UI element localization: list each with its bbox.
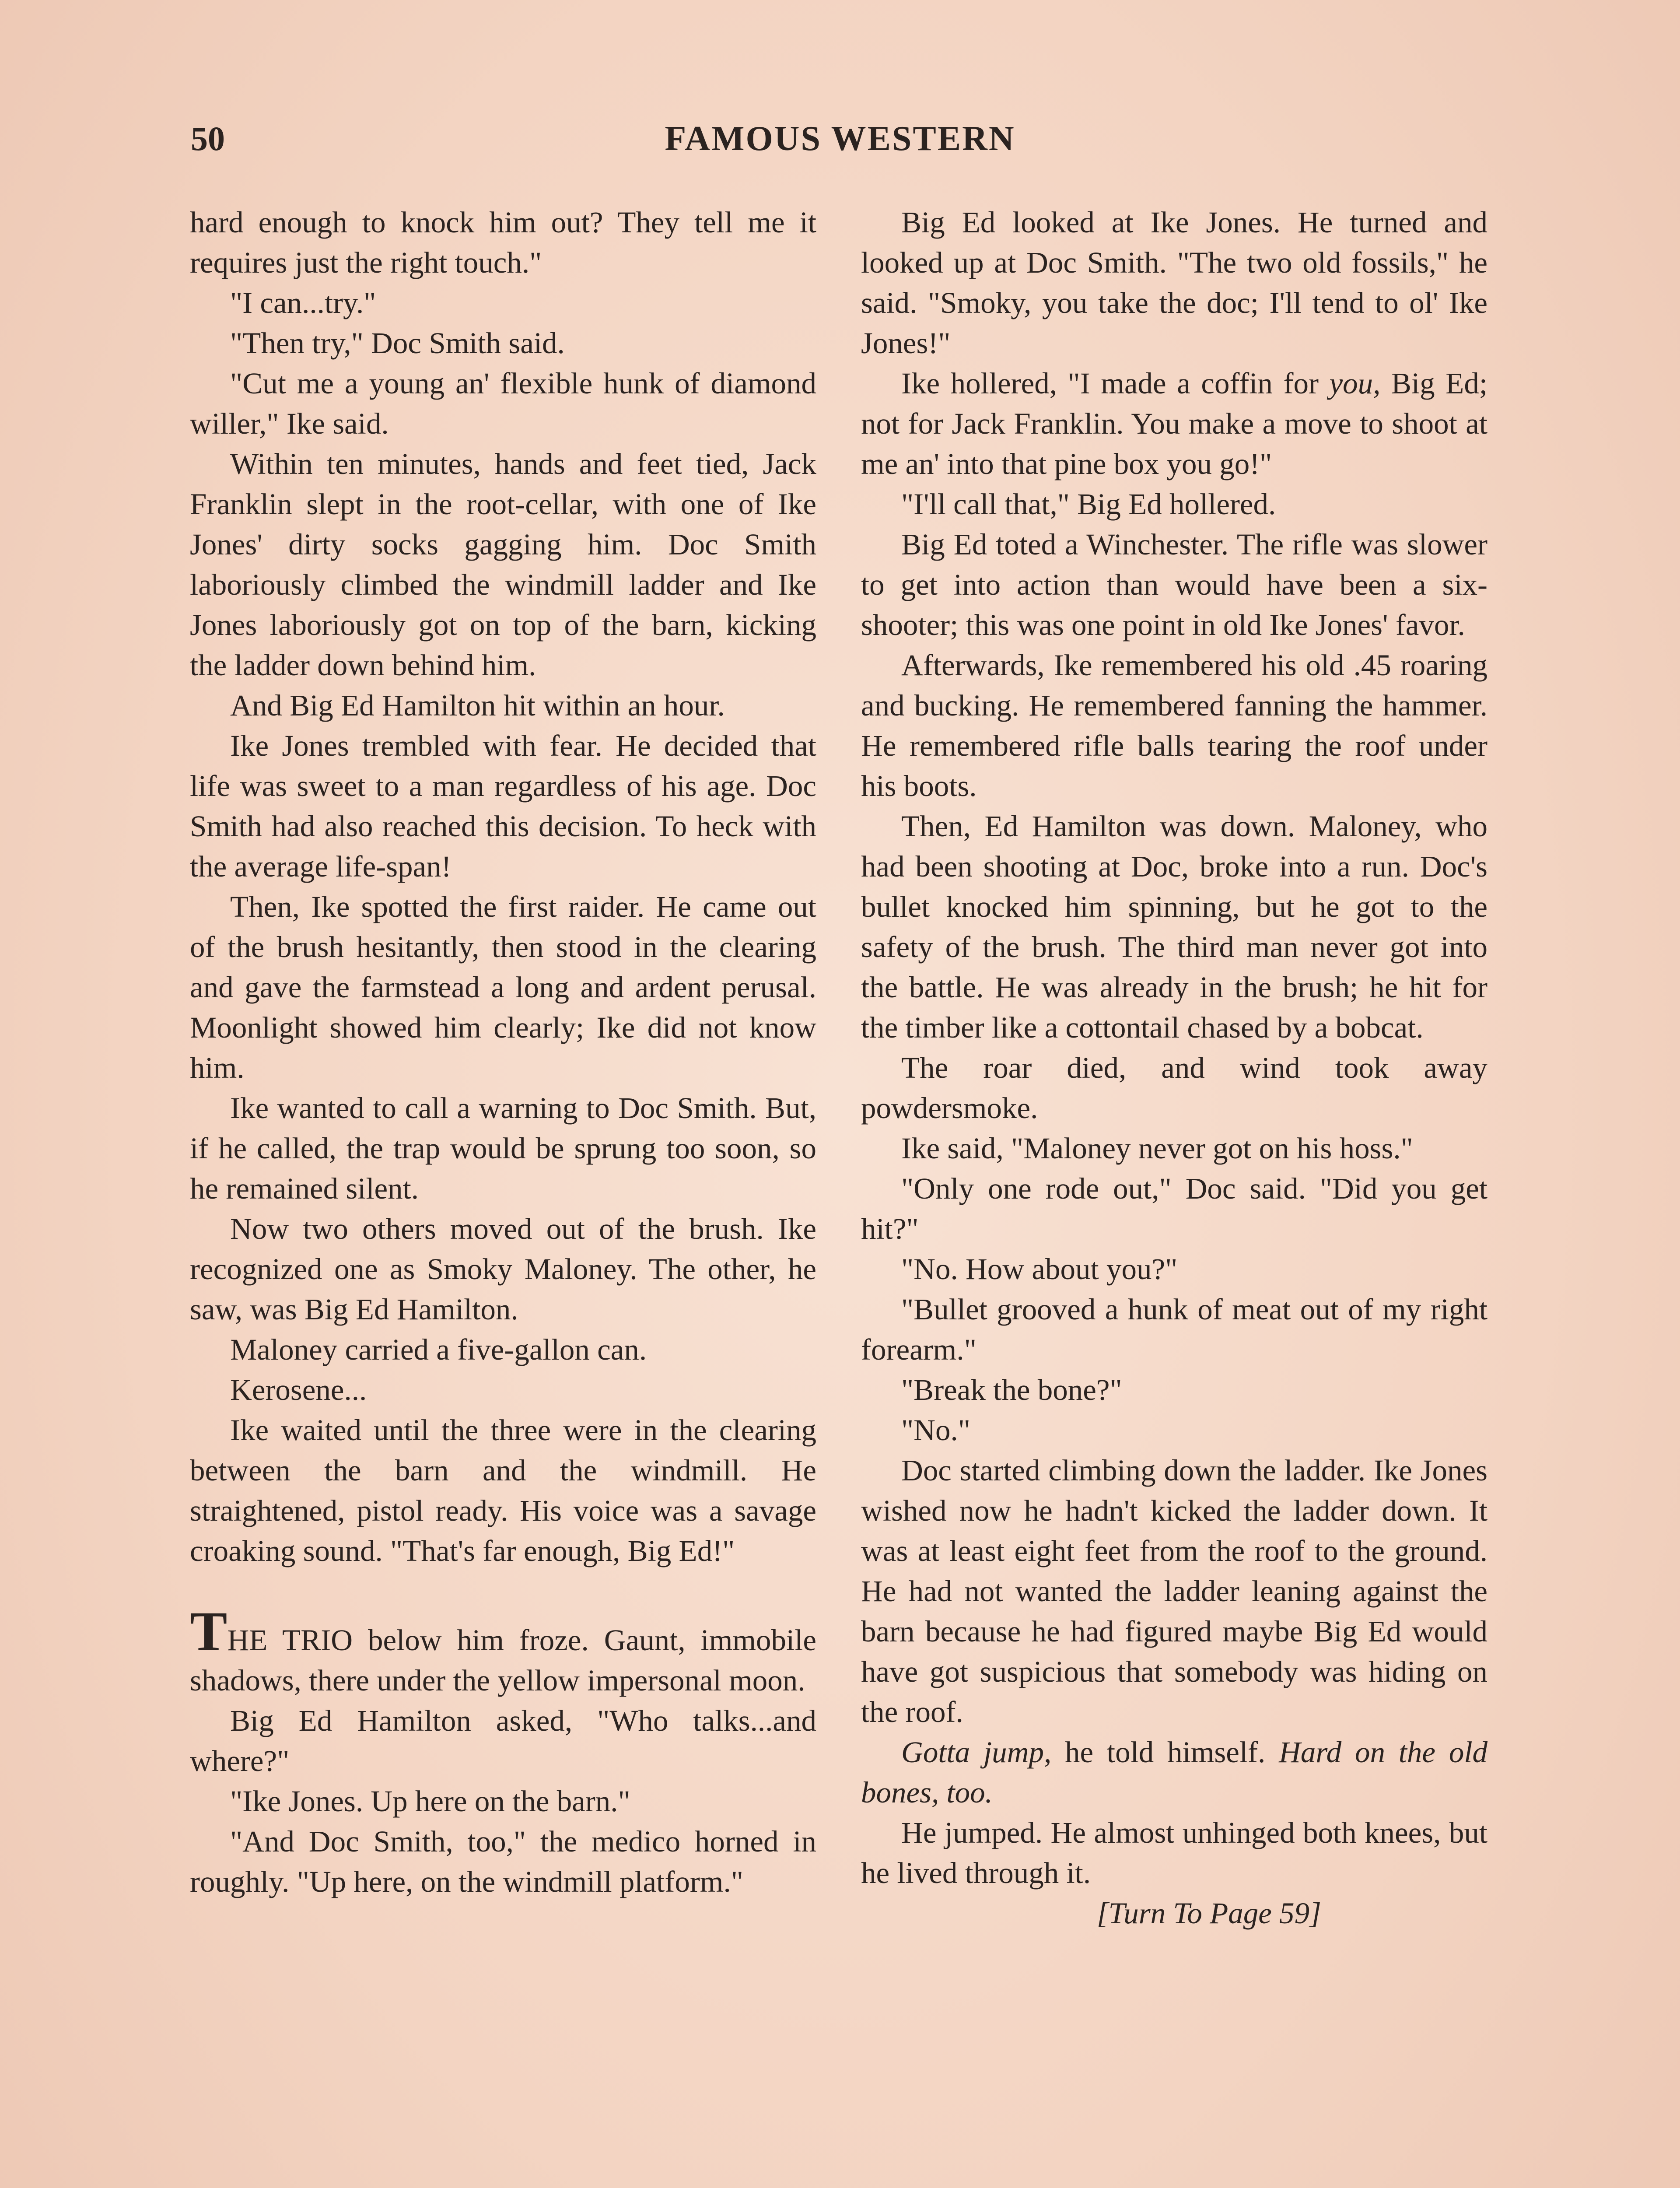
paragraph: Ike said, "Maloney never got on his hoss." xyxy=(901,1132,1413,1165)
paragraph: Afterwards, Ike remembered his old .45 roaring and bucking. He remembered fanning the hammer. He remembered rifle balls tearing the roof under his boots. xyxy=(861,649,1488,803)
paragraph: Then, Ed Hamilton was down. Maloney, who had been shooting at Doc, broke into a run. Doc's bullet knocked him spinning, but he got to the safety of the brush. The third man never got into the battle. He was already in the brush; he hit for the timber like a cottontail chased by a bobcat. xyxy=(861,810,1488,1044)
paragraph: Ike Jones trembled with fear. He decided that life was sweet to a man regardless of his age. Doc Smith had also reached this decision. To heck with the average life-span! xyxy=(190,729,816,883)
paragraph xyxy=(861,363,1488,484)
paragraph: Doc started climbing down the ladder. Ike Jones wished now he hadn't kicked the ladder down. It was at least eight feet from the roof to the ground. He had not wanted the ladder leaning against the barn because he had figured maybe Big Ed would have got suspicious that somebody was hiding on the roof. xyxy=(861,1454,1488,1729)
emphasis: Hard on the old bones, too. xyxy=(861,1736,1488,1809)
page-header xyxy=(0,119,1680,172)
paragraph: "I'll call that," Big Ed hollered. xyxy=(901,487,1276,521)
paragraph: Kerosene... xyxy=(230,1373,367,1406)
paragraph: "No. How about you?" xyxy=(901,1252,1178,1286)
paragraph: Within ten minutes, hands and feet tied, Jack Franklin slept in the root-cellar, with one of Ike Jones' dirty socks gagging him. Doc Smith laboriously climbed the windmill ladder and Ike Jones laboriously got on top of the barn, kicking the ladder down behind him. xyxy=(190,447,816,682)
running-title: FAMOUS WESTERN xyxy=(665,119,1015,158)
paragraph: He jumped. He almost unhinged both knees, but he lived through it. xyxy=(861,1816,1488,1890)
paragraph: Now two others moved out of the brush. Ike recognized one as Smoky Maloney. The other, he saw, was Big Ed Hamilton. xyxy=(190,1212,816,1326)
text-run: he told himself. xyxy=(1051,1736,1279,1769)
paragraph: "And Doc Smith, too," the medico horned in roughly. "Up here, on the windmill platform." xyxy=(190,1825,816,1898)
paragraph: "Only one rode out," Doc said. "Did you get hit?" xyxy=(861,1172,1488,1245)
emphasis: you, xyxy=(1329,367,1381,400)
paragraph: Big Ed Hamilton asked, "Who talks...and where?" xyxy=(190,1704,816,1778)
paragraph: Ike wanted to call a warning to Doc Smith. But, if he called, the trap would be sprung too soon, so he remained silent. xyxy=(190,1091,816,1205)
emphasis: Gotta jump, xyxy=(901,1736,1052,1769)
paragraph: And Big Ed Hamilton hit within an hour. xyxy=(230,689,725,722)
text-run: Big Ed; not for Jack Franklin. You make a move to shoot at me an' into that pine box you go!" xyxy=(861,367,1488,480)
right-column xyxy=(861,202,1488,1933)
continuation-note: [Turn To Page 59] xyxy=(1096,1897,1321,1930)
text-run: Ike hollered, "I made a coffin for xyxy=(901,367,1330,400)
paragraph: "Cut me a young an' flexible hunk of diamond willer," Ike said. xyxy=(190,367,816,440)
paragraph: Maloney carried a five-gallon can. xyxy=(230,1333,647,1366)
paragraph: hard enough to knock him out? They tell me it requires just the right touch." xyxy=(190,206,816,279)
page-number: 50 xyxy=(191,119,225,158)
left-column xyxy=(190,202,816,1902)
paragraph: "I can...try." xyxy=(230,286,376,319)
section-opening-text: HE TRIO below him froze. Gaunt, immobile shadows, there under the yellow impersonal moon. xyxy=(190,1623,816,1697)
paragraph: "Bullet grooved a hunk of meat out of my right forearm." xyxy=(861,1293,1488,1366)
paragraph: "No." xyxy=(901,1413,970,1447)
paragraph: Then, Ike spotted the first raider. He came out of the brush hesitantly, then stood in the clearing and gave the farmstead a long and ardent perusal. Moonlight showed him clearly; Ike did not know him. xyxy=(190,890,816,1084)
paragraph: "Ike Jones. Up here on the barn." xyxy=(230,1785,630,1818)
section-opening-paragraph xyxy=(190,1600,816,1701)
paragraph: Ike waited until the three were in the clearing between the barn and the windmill. He straightened, pistol ready. His voice was a savage croaking sound. "That's far enough, Big Ed!" xyxy=(190,1413,816,1567)
paragraph: Big Ed toted a Winchester. The rifle was slower to get into action than would have been a six-shooter; this was one point in old Ike Jones' favor. xyxy=(861,528,1488,642)
paragraph: "Break the bone?" xyxy=(901,1373,1122,1406)
paragraph: "Then try," Doc Smith said. xyxy=(230,326,565,360)
paragraph: The roar died, and wind took away powdersmoke. xyxy=(861,1051,1488,1125)
paragraph: Big Ed looked at Ike Jones. He turned and looked up at Doc Smith. "The two old fossils," he said. "Smoky, you take the doc; I'll tend to ol' Ike Jones!" xyxy=(861,206,1488,360)
drop-cap: T xyxy=(190,1600,228,1662)
paragraph xyxy=(861,1732,1488,1813)
